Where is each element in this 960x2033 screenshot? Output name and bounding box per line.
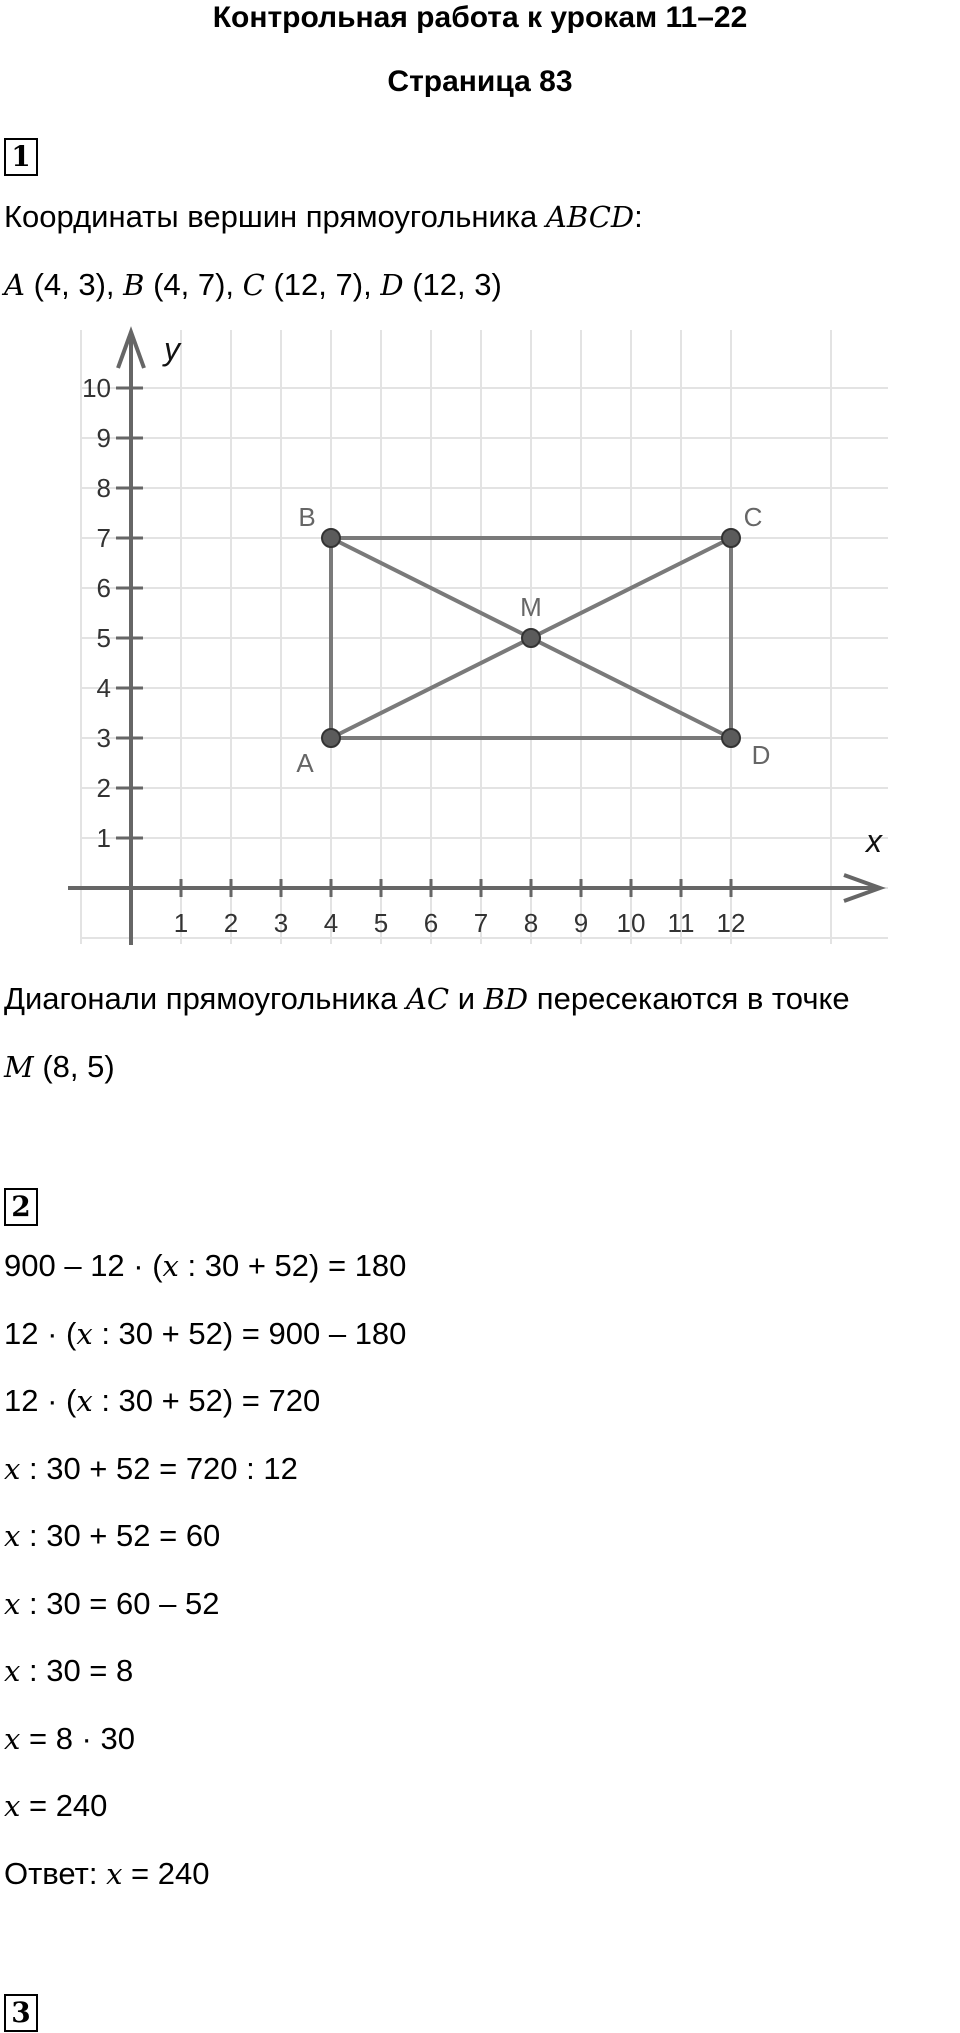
point-label-c: C xyxy=(743,502,763,532)
equation-text: : 30 + 52 = 60 xyxy=(20,1518,221,1553)
equation-line xyxy=(4,1315,406,1353)
x-tick-label: 3 xyxy=(273,908,289,938)
diag-bd: BD xyxy=(483,982,529,1016)
y-tick-label: 2 xyxy=(96,773,111,803)
coord-b-name: B xyxy=(123,268,145,302)
point-c xyxy=(722,529,740,547)
x-tick-label: 12 xyxy=(716,908,746,938)
variable-x: x xyxy=(4,1654,21,1688)
coord-c-name: C xyxy=(242,268,265,302)
equation-text: : 30 + 52) = 720 xyxy=(92,1383,321,1418)
diag-ac: AC xyxy=(405,982,450,1016)
y-tick-label: 5 xyxy=(96,623,111,653)
x-tick-label: 4 xyxy=(323,908,339,938)
equation-text: Ответ: xyxy=(4,1855,107,1891)
diag-and: и xyxy=(449,981,484,1016)
equation-line xyxy=(4,1652,133,1690)
task1-intersection xyxy=(4,1048,115,1086)
page-number: Страница 83 xyxy=(387,65,573,98)
y-tick-label: 7 xyxy=(96,523,111,553)
point-label-a: A xyxy=(296,748,314,778)
x-tick-label: 10 xyxy=(616,908,646,938)
equation-text: 12 · ( xyxy=(4,1315,77,1351)
y-tick-label: 3 xyxy=(96,723,111,753)
y-tick-label: 6 xyxy=(96,573,111,603)
equation-text: 900 – 12 · ( xyxy=(4,1248,163,1283)
point-m-coords: (8, 5) xyxy=(33,1049,115,1084)
variable-x: x xyxy=(4,1586,21,1621)
variable-x: x xyxy=(4,1451,21,1486)
coord-d-value: (12, 3) xyxy=(403,267,502,302)
equation-line xyxy=(4,1247,406,1285)
point-a xyxy=(322,729,340,747)
equation-line xyxy=(4,1855,210,1893)
point-m-name: M xyxy=(4,1050,34,1084)
coordinate-plane-chart xyxy=(0,320,960,970)
equation-text: = 240 xyxy=(20,1788,108,1823)
equation-text: : 30 = 8 xyxy=(20,1653,134,1688)
variable-x: x xyxy=(162,1249,179,1283)
x-tick-label: 6 xyxy=(423,908,439,938)
equation-text: : 30 = 60 – 52 xyxy=(20,1585,220,1621)
y-tick-label: 9 xyxy=(96,423,111,453)
point-label-d: D xyxy=(751,740,771,770)
task-number-3: 3 xyxy=(4,1994,38,2032)
variable-x: x xyxy=(4,1721,21,1756)
task1-diagonals xyxy=(4,980,850,1018)
intro-text: Координаты вершин прямоугольника xyxy=(4,199,546,234)
task-number-1: 1 xyxy=(4,138,38,176)
y-tick-label: 10 xyxy=(82,373,111,403)
coord-c-value: (12, 7), xyxy=(264,267,381,302)
intro-colon: : xyxy=(634,199,643,234)
variable-x: x xyxy=(76,1384,93,1418)
task1-coordinates xyxy=(4,266,502,304)
x-tick-label: 9 xyxy=(573,908,589,938)
coord-a-name: A xyxy=(4,268,25,302)
equation-line xyxy=(4,1720,135,1758)
task1-intro xyxy=(4,198,643,236)
coord-a-value: (4, 3), xyxy=(24,267,124,302)
page-title: Контрольная работа к урокам 11–22 xyxy=(212,1,748,34)
diag-text-2: пересекаются в точке xyxy=(528,981,850,1016)
task-number-2: 2 xyxy=(4,1188,38,1226)
point-d xyxy=(722,729,740,747)
x-tick-label: 7 xyxy=(473,908,489,938)
variable-x: x xyxy=(106,1856,123,1891)
variable-x: x xyxy=(76,1316,93,1351)
coord-b-value: (4, 7), xyxy=(144,267,243,302)
x-tick-label: 11 xyxy=(667,908,695,938)
coord-d-name: D xyxy=(380,268,404,302)
equation-text: : 30 + 52) = 180 xyxy=(178,1248,407,1283)
x-tick-label: 1 xyxy=(173,908,189,938)
equation-line xyxy=(4,1517,220,1555)
point-m xyxy=(522,629,540,647)
variable-x: x xyxy=(4,1789,21,1823)
y-tick-label: 4 xyxy=(96,673,111,703)
equation-line xyxy=(4,1787,107,1825)
variable-x: x xyxy=(4,1519,21,1553)
x-tick-label: 8 xyxy=(523,908,539,938)
equation-text: 12 · ( xyxy=(4,1383,77,1418)
point-label-m: M xyxy=(520,592,542,622)
equation-text: = 8 · 30 xyxy=(20,1720,135,1756)
equation-line xyxy=(4,1382,320,1420)
y-tick-label: 8 xyxy=(96,473,111,503)
equation-text: = 240 xyxy=(122,1855,210,1891)
y-axis-label: y xyxy=(164,331,180,367)
equation-line xyxy=(4,1450,298,1488)
x-tick-label: 2 xyxy=(223,908,239,938)
point-b xyxy=(322,529,340,547)
y-tick-label: 1 xyxy=(96,823,111,853)
diag-text-1: Диагонали прямоугольника xyxy=(4,981,406,1016)
equation-text: : 30 + 52) = 900 – 180 xyxy=(92,1315,407,1351)
x-tick-label: 5 xyxy=(373,908,389,938)
point-label-b: B xyxy=(298,502,316,532)
equation-text: : 30 + 52 = 720 : 12 xyxy=(20,1450,298,1486)
equation-line xyxy=(4,1585,219,1623)
rectangle-name: ABCD xyxy=(545,200,635,234)
x-axis-label: x xyxy=(866,823,882,859)
